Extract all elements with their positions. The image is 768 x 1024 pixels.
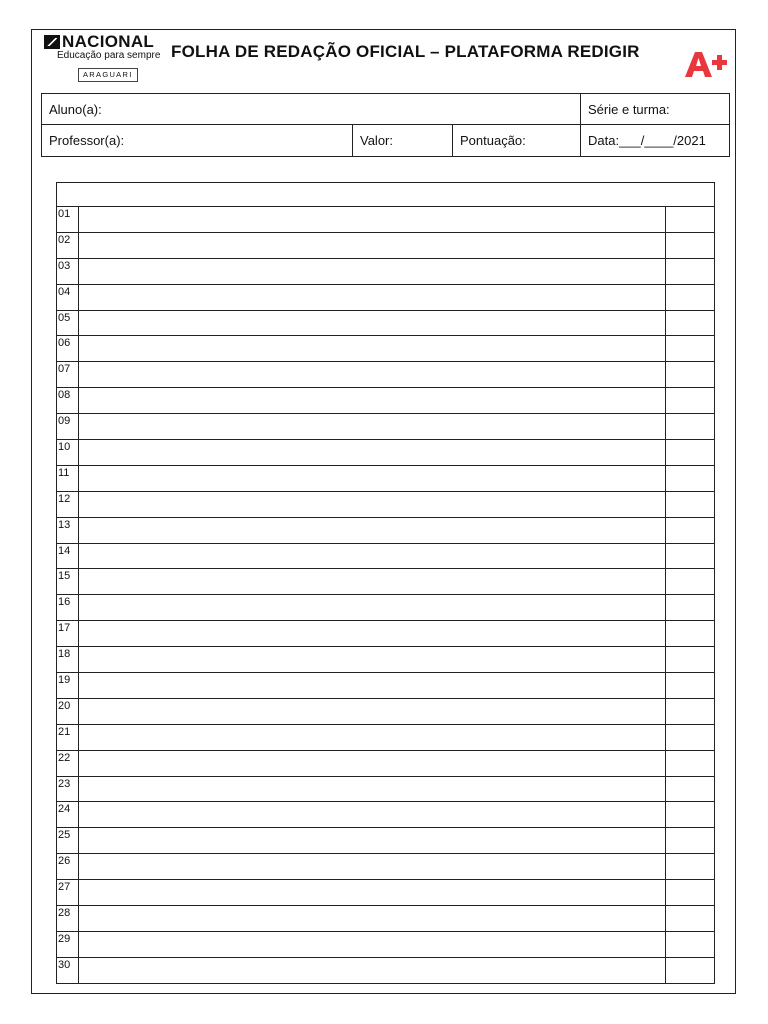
line-number: 07 — [57, 362, 79, 388]
line-number: 26 — [57, 854, 79, 880]
table-row — [57, 698, 715, 724]
table-row — [57, 465, 715, 491]
line-number: 11 — [57, 465, 79, 491]
writing-line[interactable] — [79, 802, 666, 828]
line-number: 03 — [57, 258, 79, 284]
writing-line[interactable] — [79, 388, 666, 414]
table-row — [57, 284, 715, 310]
correction-cell[interactable] — [666, 258, 715, 284]
table-row — [57, 362, 715, 388]
nacional-mark-icon — [44, 35, 60, 49]
value-label: Valor: — [360, 133, 393, 148]
correction-cell[interactable] — [666, 750, 715, 776]
correction-cell[interactable] — [666, 569, 715, 595]
writing-line[interactable] — [79, 698, 666, 724]
student-info-table — [41, 93, 730, 157]
table-row — [57, 491, 715, 517]
correction-cell[interactable] — [666, 491, 715, 517]
line-number: 28 — [57, 906, 79, 932]
writing-line[interactable] — [79, 828, 666, 854]
writing-line[interactable] — [79, 569, 666, 595]
writing-line[interactable] — [79, 931, 666, 957]
writing-line[interactable] — [79, 310, 666, 336]
table-row — [57, 232, 715, 258]
correction-cell[interactable] — [666, 414, 715, 440]
correction-cell[interactable] — [666, 621, 715, 647]
table-row — [57, 776, 715, 802]
table-row — [57, 310, 715, 336]
correction-cell[interactable] — [666, 388, 715, 414]
date-field[interactable] — [581, 125, 730, 157]
writing-line[interactable] — [79, 750, 666, 776]
writing-line[interactable] — [79, 854, 666, 880]
line-number: 01 — [57, 207, 79, 233]
correction-cell[interactable] — [666, 310, 715, 336]
correction-cell[interactable] — [666, 931, 715, 957]
correction-cell[interactable] — [666, 828, 715, 854]
correction-cell[interactable] — [666, 698, 715, 724]
school-logo — [44, 34, 168, 86]
writing-line[interactable] — [79, 776, 666, 802]
correction-cell[interactable] — [666, 957, 715, 983]
writing-line[interactable] — [79, 957, 666, 983]
line-number: 09 — [57, 414, 79, 440]
table-row — [57, 336, 715, 362]
writing-line[interactable] — [79, 258, 666, 284]
writing-line[interactable] — [79, 362, 666, 388]
writing-line[interactable] — [79, 207, 666, 233]
correction-cell[interactable] — [666, 802, 715, 828]
correction-cell[interactable] — [666, 232, 715, 258]
table-row — [57, 517, 715, 543]
table-row — [57, 543, 715, 569]
correction-cell[interactable] — [666, 854, 715, 880]
line-number: 25 — [57, 828, 79, 854]
table-row — [57, 880, 715, 906]
writing-line[interactable] — [79, 673, 666, 699]
correction-cell[interactable] — [666, 647, 715, 673]
essay-lines-table — [56, 182, 715, 984]
line-number: 14 — [57, 543, 79, 569]
score-label: Pontuação: — [460, 133, 526, 148]
logo-brand — [44, 34, 154, 50]
correction-cell[interactable] — [666, 336, 715, 362]
line-number: 17 — [57, 621, 79, 647]
writing-line[interactable] — [79, 414, 666, 440]
student-label: Aluno(a): — [49, 101, 102, 117]
logo-tagline: Educação para sempre — [57, 50, 161, 61]
line-number: 23 — [57, 776, 79, 802]
line-number: 29 — [57, 931, 79, 957]
correction-cell[interactable] — [666, 517, 715, 543]
writing-line[interactable] — [79, 465, 666, 491]
page-title: FOLHA DE REDAÇÃO OFICIAL – PLATAFORMA REDIGIR — [171, 42, 640, 61]
correction-cell[interactable] — [666, 906, 715, 932]
class-field[interactable] — [581, 94, 730, 125]
table-row — [57, 207, 715, 233]
correction-cell[interactable] — [666, 880, 715, 906]
class-label: Série e turma: — [588, 101, 670, 117]
table-row — [57, 828, 715, 854]
line-number: 05 — [57, 310, 79, 336]
table-row — [57, 647, 715, 673]
correction-cell[interactable] — [666, 595, 715, 621]
line-number: 21 — [57, 724, 79, 750]
writing-line[interactable] — [79, 284, 666, 310]
table-row — [57, 906, 715, 932]
table-row — [57, 414, 715, 440]
writing-line[interactable] — [79, 595, 666, 621]
table-row — [57, 621, 715, 647]
writing-line[interactable] — [79, 647, 666, 673]
writing-line[interactable] — [79, 440, 666, 466]
line-number: 02 — [57, 232, 79, 258]
line-number: 27 — [57, 880, 79, 906]
correction-cell[interactable] — [666, 284, 715, 310]
line-number: 20 — [57, 698, 79, 724]
correction-cell[interactable] — [666, 724, 715, 750]
writing-line[interactable] — [79, 517, 666, 543]
logo-city: ARAGUARI — [78, 68, 138, 82]
correction-cell[interactable] — [666, 673, 715, 699]
correction-cell[interactable] — [666, 776, 715, 802]
table-row — [57, 724, 715, 750]
correction-cell[interactable] — [666, 543, 715, 569]
writing-line[interactable] — [79, 232, 666, 258]
table-row — [57, 388, 715, 414]
table-row — [57, 750, 715, 776]
line-number: 04 — [57, 284, 79, 310]
table-row — [57, 854, 715, 880]
line-number: 24 — [57, 802, 79, 828]
correction-cell[interactable] — [666, 207, 715, 233]
writing-line[interactable] — [79, 543, 666, 569]
table-row — [57, 802, 715, 828]
writing-line[interactable] — [79, 724, 666, 750]
writing-line[interactable] — [79, 621, 666, 647]
student-name-field[interactable] — [42, 94, 581, 125]
writing-line[interactable] — [79, 906, 666, 932]
table-row — [57, 595, 715, 621]
logo-name: NACIONAL — [62, 32, 155, 51]
writing-line[interactable] — [79, 336, 666, 362]
score-field[interactable] — [453, 125, 581, 157]
a-plus-icon — [682, 49, 728, 79]
teacher-field[interactable] — [42, 125, 353, 157]
line-number: 18 — [57, 647, 79, 673]
table-row — [57, 957, 715, 983]
table-row — [57, 569, 715, 595]
table-row — [57, 258, 715, 284]
line-number: 15 — [57, 569, 79, 595]
value-field[interactable] — [353, 125, 453, 157]
line-number: 13 — [57, 517, 79, 543]
correction-cell[interactable] — [666, 440, 715, 466]
correction-cell[interactable] — [666, 465, 715, 491]
line-number: 10 — [57, 440, 79, 466]
table-row — [57, 673, 715, 699]
correction-cell[interactable] — [666, 362, 715, 388]
writing-line[interactable] — [79, 880, 666, 906]
line-number: 06 — [57, 336, 79, 362]
line-number: 08 — [57, 388, 79, 414]
teacher-label: Professor(a): — [49, 133, 125, 148]
essay-title-field[interactable] — [57, 183, 715, 207]
table-row — [57, 440, 715, 466]
line-number: 22 — [57, 750, 79, 776]
line-number: 30 — [57, 957, 79, 983]
line-number: 19 — [57, 673, 79, 699]
writing-line[interactable] — [79, 491, 666, 517]
line-number: 12 — [57, 491, 79, 517]
date-label: Data:___/____/2021 — [588, 133, 706, 148]
table-row — [57, 931, 715, 957]
line-number: 16 — [57, 595, 79, 621]
